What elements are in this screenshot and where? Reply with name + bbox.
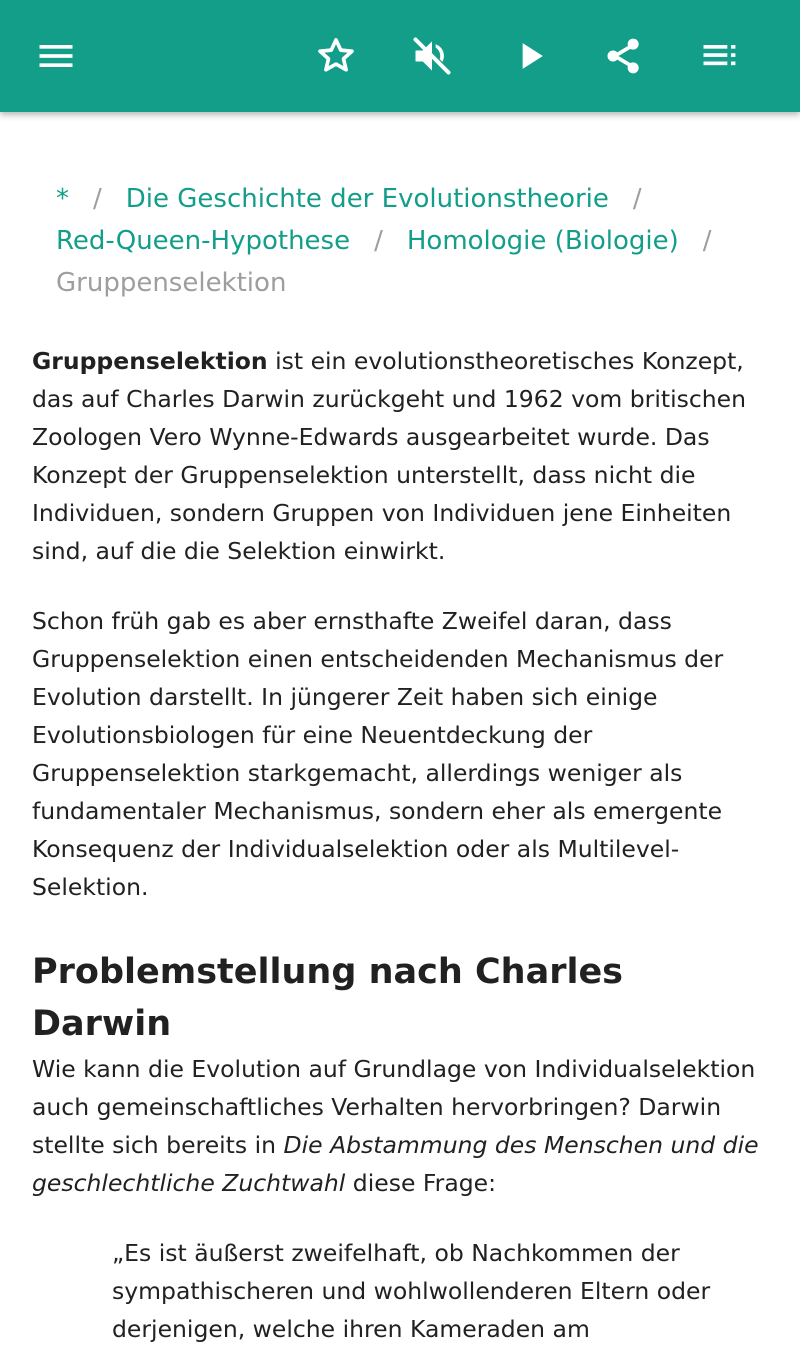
- bookmark-button[interactable]: [308, 28, 364, 84]
- share-button[interactable]: [596, 28, 652, 84]
- paragraph-question: [32, 1050, 772, 1202]
- breadcrumb-item-home[interactable]: *: [56, 184, 69, 214]
- darwin-quote: „Es ist äußerst zweifelhaft, ob Nachkommen der sympathischeren und wohlwollenderen Eltern oder derjenigen, welche ihren Kameraden am: [112, 1239, 711, 1343]
- app-toolbar: [0, 0, 800, 112]
- breadcrumb: [56, 178, 776, 304]
- breadcrumb-separator: /: [374, 226, 383, 256]
- menu-icon: [34, 34, 78, 78]
- book-title: Die Abstammung des Menschen und die geschlechtliche Zuchtwahl: [32, 1131, 759, 1197]
- paragraph-doubts: Schon früh gab es aber ernsthafte Zweifel daran, dass Gruppenselektion einen entscheidenden Mechanismus der Evolution darstellt. In jüngerer Zeit haben sich einige Evolutionsbiologen für eine Neuentdeckung der Gruppenselektion starkgemacht, allerdings weniger als fundamentaler Mechanismus, sondern eher als emergente Konsequenz der Individualselektion oder als Multilevel-Selektion.: [32, 607, 724, 901]
- article-term: Gruppenselektion: [32, 347, 268, 375]
- breadcrumb-separator: /: [93, 184, 102, 214]
- star-outline-icon: [314, 34, 358, 78]
- breadcrumb-separator: /: [702, 226, 712, 256]
- intro-paragraph: [32, 342, 772, 570]
- intro-text: ist ein evolutionstheoretisches Konzept, das auf Charles Darwin zurückgeht und 1962 vom britischen Zoologen Vero Wynne-Edwards ausgearbeitet wurde. Das Konzept der Gruppenselektion unterstellt, dass nicht die Individuen, sondern Gruppen von Individuen jene Einheiten sind, auf die die Selektion einwirkt.: [32, 347, 747, 565]
- section-heading: Problemstellung nach Charles Darwin: [32, 952, 624, 1044]
- question-text-end: diese Frage:: [345, 1169, 497, 1197]
- article-content: [32, 112, 772, 1348]
- playlist-icon: [698, 34, 742, 78]
- play-icon: [508, 34, 552, 78]
- play-button[interactable]: [502, 28, 558, 84]
- breadcrumb-item-homologie[interactable]: Homologie (Biologie): [406, 226, 679, 256]
- volume-off-icon: [410, 34, 454, 78]
- mute-button[interactable]: [404, 28, 460, 84]
- breadcrumb-current: Gruppenselektion: [56, 268, 287, 298]
- menu-button[interactable]: [28, 28, 84, 84]
- breadcrumb-item-evolutionstheorie[interactable]: Die Geschichte der Evolutionstheorie: [125, 184, 609, 214]
- share-icon: [602, 34, 646, 78]
- question-text-start: Wie kann die Evolution auf Grundlage von Individualselektion auch gemeinschaftliches Verhalten hervorbringen? Darwin stellte sich bereits in: [32, 1055, 756, 1159]
- breadcrumb-separator: /: [632, 184, 642, 214]
- contents-button[interactable]: [692, 28, 748, 84]
- breadcrumb-item-red-queen[interactable]: Red-Queen-Hypothese: [56, 226, 351, 256]
